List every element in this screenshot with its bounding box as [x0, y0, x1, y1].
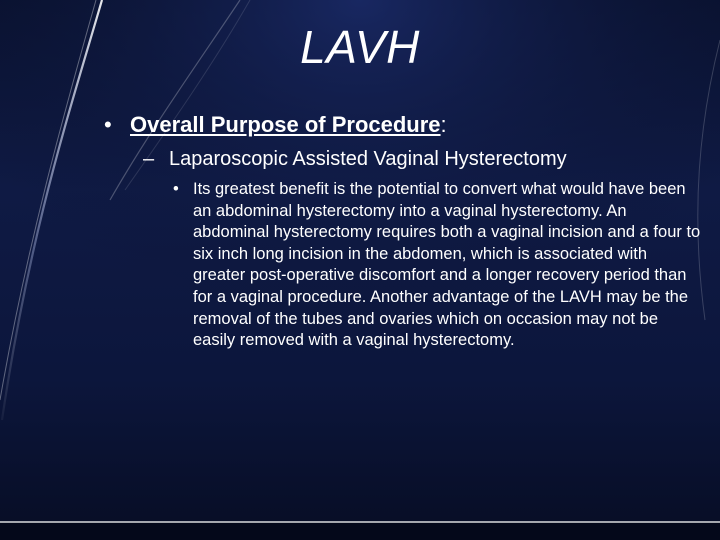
slide-title: LAVH — [300, 21, 420, 73]
bullet-marker: • — [104, 112, 112, 137]
dash-marker: – — [143, 148, 155, 170]
bullet-level-2-text: Laparoscopic Assisted Vaginal Hysterectomy — [169, 148, 567, 170]
bullet-level-1 — [104, 112, 447, 138]
bullet-level-3 — [173, 179, 701, 352]
bullet-level-2 — [143, 148, 567, 171]
bullet-heading: Overall Purpose of Procedure — [130, 112, 441, 137]
bullet-heading-suffix: : — [440, 112, 447, 137]
bullet-level-3-text: Its greatest benefit is the potential to convert what would have been an abdominal hysterectomy into a vaginal hysterectomy. An abdominal hysterectomy requires both a vaginal incision and a four to six inch long incision in the abdomen, which is associated with greater post-operative discomfort and a longer recovery period than for a vaginal procedure. Another advantage of the LAVH may be the removal of the tubes and ovaries which on occasion may not be easily removed with a vaginal hysterectomy. — [193, 180, 701, 350]
bottom-band — [0, 522, 720, 540]
bullet-marker: • — [173, 180, 179, 198]
